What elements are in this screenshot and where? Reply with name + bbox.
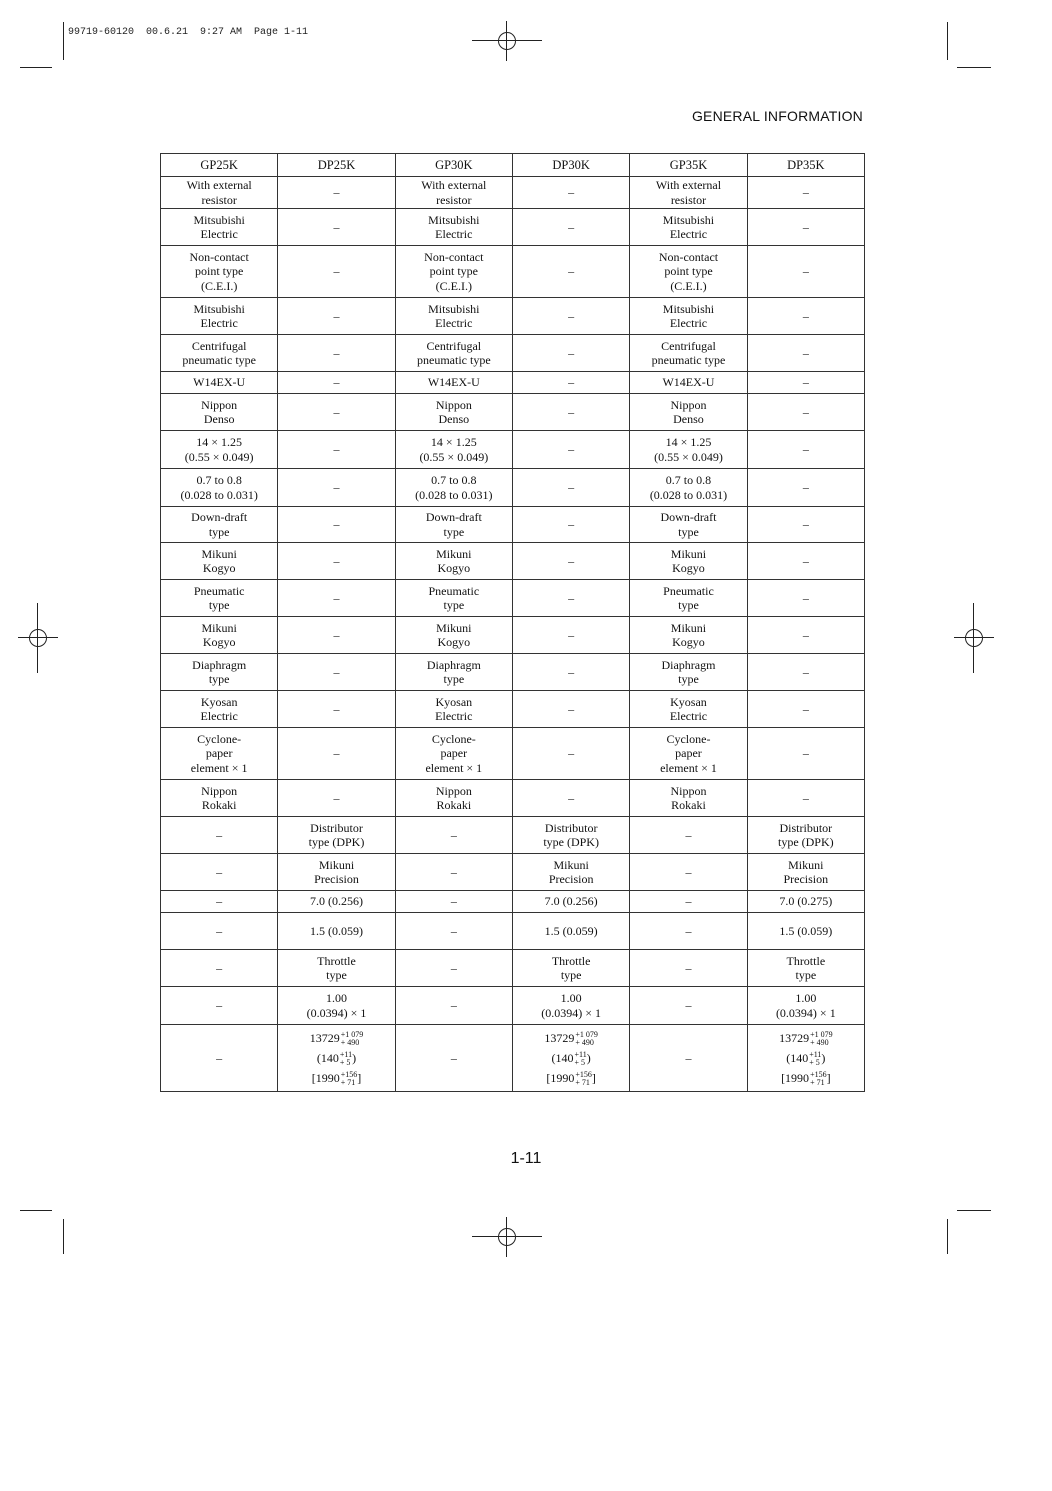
table-cell: 1.00 (0.0394) × 1 [512,987,629,1025]
registration-mark-right [954,603,994,673]
table-cell: Mikuni Precision [747,854,864,891]
table-cell: Mikuni Kogyo [630,617,747,654]
upper-tolerance: +1 079 [810,1030,833,1040]
table-cell: – [747,691,864,728]
table-cell: – [747,543,864,580]
table-cell: – [161,891,278,913]
column-header: DP30K [512,154,629,177]
table-cell: Down-draft type [630,507,747,543]
table-cell: Nippon Denso [630,394,747,431]
table-row [161,691,865,728]
closing-bracket: ) [586,1051,591,1065]
table-row [161,335,865,372]
table-row [161,394,865,431]
table-cell: 14 × 1.25 (0.55 × 0.049) [161,431,278,469]
tolerance-fraction [341,1031,364,1047]
table-cell: – [747,431,864,469]
table-cell: – [512,469,629,507]
table-cell: Distributor type (DPK) [512,817,629,854]
table-cell: – [395,950,512,987]
table-row [161,854,865,891]
table-cell: Mikuni Kogyo [630,543,747,580]
table-row [161,1025,865,1092]
table-cell: Distributor type (DPK) [747,817,864,854]
lower-tolerance: + 490 [575,1038,594,1048]
table-row [161,177,865,209]
upper-tolerance: +11 [574,1050,587,1060]
tolerance-line [750,1048,862,1068]
table-cell: Non-contact point type (C.E.I.) [161,246,278,298]
table-cell: – [278,298,395,335]
table-cell: Pneumatic type [395,580,512,617]
upper-tolerance: +1 079 [575,1030,598,1040]
table-cell: – [512,431,629,469]
column-header: GP30K [395,154,512,177]
table-cell: – [395,913,512,950]
lower-tolerance: + 5 [809,1058,820,1068]
table-row [161,372,865,394]
tolerance-cell [747,1025,864,1092]
nominal-value: [1990 [781,1071,810,1085]
table-cell: Throttle type [512,950,629,987]
table-cell: – [630,950,747,987]
table-cell: – [278,580,395,617]
table-cell: – [630,913,747,950]
table-cell: W14EX-U [395,372,512,394]
table-cell: With external resistor [161,177,278,209]
table-cell: – [278,431,395,469]
registration-mark-top [472,21,542,61]
table-cell: Mitsubishi Electric [161,209,278,246]
table-cell: – [747,654,864,691]
tolerance-cell [512,1025,629,1092]
table-row [161,817,865,854]
running-title: GENERAL INFORMATION [691,108,863,124]
table-cell: – [161,987,278,1025]
lower-tolerance: + 71 [575,1078,590,1088]
crop-mark [957,1210,991,1211]
table-cell: Down-draft type [161,507,278,543]
table-cell: Mitsubishi Electric [395,209,512,246]
table-cell: – [512,654,629,691]
closing-bracket: ] [826,1071,831,1085]
table-cell: Mikuni Precision [512,854,629,891]
table-cell: With external resistor [395,177,512,209]
table-row [161,246,865,298]
table-cell: – [395,891,512,913]
table-cell: – [747,372,864,394]
column-header: GP35K [630,154,747,177]
table-cell: – [630,854,747,891]
table-cell: – [395,854,512,891]
table-cell: Distributor type (DPK) [278,817,395,854]
table-cell: – [630,891,747,913]
tolerance-fraction [575,1051,587,1067]
lower-tolerance: + 490 [810,1038,829,1048]
crop-mark [20,1210,52,1211]
table-cell: 1.00 (0.0394) × 1 [747,987,864,1025]
table-cell: – [161,817,278,854]
table-cell: Nippon Denso [161,394,278,431]
table-cell: Mikuni Precision [278,854,395,891]
table-cell: – [747,177,864,209]
crop-mark [63,1219,64,1254]
lower-tolerance: + 5 [339,1058,351,1068]
table-cell: Centrifugal pneumatic type [395,335,512,372]
registration-mark-left [18,603,58,673]
nominal-value: [1990 [546,1071,575,1085]
table-cell: Mitsubishi Electric [630,209,747,246]
tolerance-fraction [341,1071,358,1087]
upper-tolerance: +156 [575,1070,592,1080]
table-cell: – [630,817,747,854]
print-job-header: 99719-60120 00.6.21 9:27 AM Page 1-11 [68,27,309,38]
tolerance-fraction [810,1071,827,1087]
table-cell: – [747,246,864,298]
table-row [161,780,865,817]
table-cell: – [747,580,864,617]
nominal-value: 13729 [309,1031,340,1045]
table-cell: Pneumatic type [630,580,747,617]
table-cell: Cyclone- paper element × 1 [395,728,512,780]
table-cell: Throttle type [747,950,864,987]
table-cell: Kyosan Electric [630,691,747,728]
table-cell: – [161,1025,278,1092]
upper-tolerance: +11 [339,1050,353,1060]
table-cell: Centrifugal pneumatic type [630,335,747,372]
table-cell: – [278,617,395,654]
table-cell: – [278,654,395,691]
table-cell: – [278,469,395,507]
nominal-value: [1990 [311,1071,340,1085]
table-cell: Centrifugal pneumatic type [161,335,278,372]
page-number: 1-11 [510,1150,542,1167]
table-row [161,580,865,617]
table-row [161,950,865,987]
tolerance-line [515,1068,627,1088]
table-cell: Nippon Rokaki [395,780,512,817]
table-cell: Mitsubishi Electric [161,298,278,335]
table-cell: 14 × 1.25 (0.55 × 0.049) [395,431,512,469]
table-cell: – [512,177,629,209]
upper-tolerance: +156 [810,1070,827,1080]
crop-mark [947,1219,948,1254]
tolerance-fraction [575,1031,598,1047]
table-cell: – [161,950,278,987]
table-row [161,728,865,780]
lower-tolerance: + 5 [574,1058,586,1068]
table-cell: – [630,987,747,1025]
table-cell: – [512,209,629,246]
table-cell: 1.5 (0.059) [278,913,395,950]
table-cell: 0.7 to 0.8 (0.028 to 0.031) [161,469,278,507]
table-cell: – [747,469,864,507]
table-row [161,913,865,950]
table-cell: Down-draft type [395,507,512,543]
column-header: DP35K [747,154,864,177]
lower-tolerance: + 71 [340,1078,356,1088]
table-cell: Throttle type [278,950,395,987]
tolerance-line [515,1048,627,1068]
table-cell: W14EX-U [161,372,278,394]
tolerance-line [515,1028,627,1048]
table-body [161,177,865,1092]
table-cell: – [512,580,629,617]
table-row [161,209,865,246]
table-cell: 0.7 to 0.8 (0.028 to 0.031) [630,469,747,507]
table-cell: W14EX-U [630,372,747,394]
table-row [161,617,865,654]
tolerance-line [750,1028,862,1048]
table-cell: 1.5 (0.059) [512,913,629,950]
closing-bracket: ] [591,1071,596,1085]
lower-tolerance: + 490 [340,1038,360,1048]
crop-mark [63,22,64,60]
table-cell: Cyclone- paper element × 1 [630,728,747,780]
table-cell: – [747,209,864,246]
table-cell: – [278,177,395,209]
table-cell: Nippon Denso [395,394,512,431]
table-cell: Diaphragm type [630,654,747,691]
table-cell: – [512,394,629,431]
table-cell: 0.7 to 0.8 (0.028 to 0.031) [395,469,512,507]
upper-tolerance: +156 [340,1070,358,1080]
table-cell: Mitsubishi Electric [630,298,747,335]
table-cell: – [512,246,629,298]
table-cell: – [395,987,512,1025]
table-cell: – [747,298,864,335]
table-row [161,987,865,1025]
nominal-value: (140 [316,1051,339,1065]
column-header: GP25K [161,154,278,177]
table-cell: – [161,913,278,950]
table-cell: – [512,780,629,817]
nominal-value: (140 [786,1051,809,1065]
table-cell: – [512,298,629,335]
tolerance-fraction [340,1051,352,1067]
table-cell: – [747,780,864,817]
tolerance-cell [278,1025,395,1092]
table-cell: – [747,507,864,543]
tolerance-line [280,1028,392,1048]
table-cell: – [395,1025,512,1092]
lower-tolerance: + 71 [810,1078,825,1088]
closing-bracket: ) [821,1051,826,1065]
table-header-row [161,154,865,177]
table-cell: 1.00 (0.0394) × 1 [278,987,395,1025]
table-cell: – [278,209,395,246]
table-cell: – [161,854,278,891]
table-cell: 1.5 (0.059) [747,913,864,950]
table-row [161,431,865,469]
table-cell: 7.0 (0.256) [512,891,629,913]
table-cell: – [278,543,395,580]
table-row [161,507,865,543]
tolerance-line [750,1068,862,1088]
table-cell: Mikuni Kogyo [395,543,512,580]
table-cell: – [512,507,629,543]
closing-bracket: ) [352,1051,357,1065]
table-cell: – [512,372,629,394]
table-cell: – [278,780,395,817]
table-cell: Mikuni Kogyo [161,617,278,654]
registration-mark-bottom [472,1217,542,1257]
crop-mark [20,67,52,68]
table-cell: – [278,246,395,298]
table-cell: – [278,728,395,780]
table-cell: – [747,335,864,372]
table-row [161,543,865,580]
table-cell: – [512,543,629,580]
table-cell: – [395,817,512,854]
table-cell: Non-contact point type (C.E.I.) [395,246,512,298]
table-cell: Mikuni Kogyo [395,617,512,654]
table-cell: Mikuni Kogyo [161,543,278,580]
table-cell: Kyosan Electric [395,691,512,728]
table-cell: Nippon Rokaki [630,780,747,817]
tolerance-fraction [809,1051,821,1067]
table-cell: – [278,335,395,372]
table-cell: – [278,394,395,431]
specifications-table [160,153,865,1092]
table-cell: – [278,507,395,543]
tolerance-line [280,1048,392,1068]
table-row [161,654,865,691]
table-cell: – [630,1025,747,1092]
tolerance-line [280,1068,392,1088]
table-cell: Non-contact point type (C.E.I.) [630,246,747,298]
table-cell: – [512,691,629,728]
table-cell: Mitsubishi Electric [395,298,512,335]
table-cell: Nippon Rokaki [161,780,278,817]
table-cell: 7.0 (0.275) [747,891,864,913]
crop-mark [957,67,991,68]
closing-bracket: ] [357,1071,362,1085]
table-cell: – [278,372,395,394]
nominal-value: 13729 [779,1031,810,1045]
crop-mark [947,22,948,60]
column-header: DP25K [278,154,395,177]
table-cell: – [747,728,864,780]
table-cell: – [747,394,864,431]
table-row [161,469,865,507]
tolerance-fraction [575,1071,592,1087]
table-cell: Diaphragm type [161,654,278,691]
table-cell: Cyclone- paper element × 1 [161,728,278,780]
nominal-value: 13729 [544,1031,575,1045]
table-cell: – [512,728,629,780]
table-cell: Kyosan Electric [161,691,278,728]
tolerance-fraction [810,1031,833,1047]
table-row [161,891,865,913]
table-cell: With external resistor [630,177,747,209]
upper-tolerance: +11 [809,1050,822,1060]
table-row [161,298,865,335]
upper-tolerance: +1 079 [340,1030,364,1040]
table-cell: Pneumatic type [161,580,278,617]
table-cell: 14 × 1.25 (0.55 × 0.049) [630,431,747,469]
table-cell: 7.0 (0.256) [278,891,395,913]
table-cell: – [747,617,864,654]
table-cell: – [278,691,395,728]
nominal-value: (140 [551,1051,574,1065]
table-cell: – [512,617,629,654]
table-cell: Diaphragm type [395,654,512,691]
table-cell: – [512,335,629,372]
